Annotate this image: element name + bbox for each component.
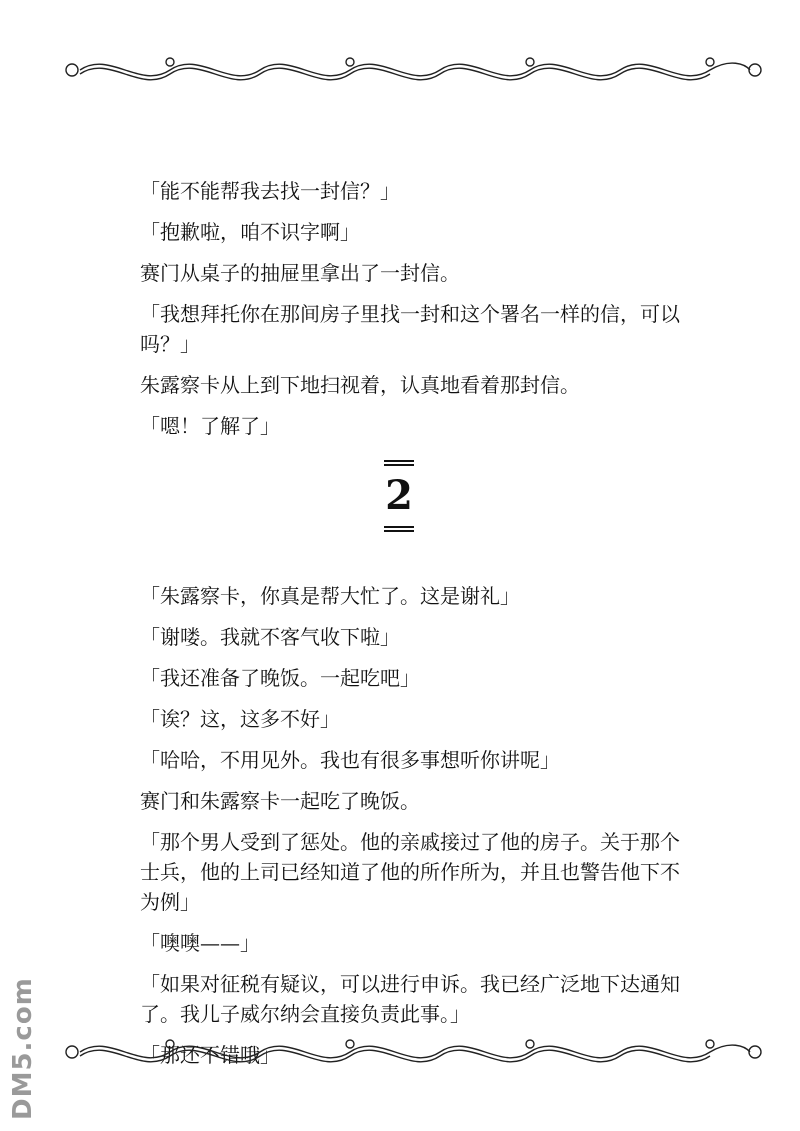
chapter-heading (384, 460, 414, 536)
paragraph: 「我想拜托你在那间房子里找一封和这个署名一样的信，可以吗？」 (140, 302, 680, 356)
paragraph: 「谢喽。我就不客气收下啦」 (140, 625, 400, 649)
story-text-top (140, 176, 680, 452)
chapter-number: 2 (385, 472, 413, 519)
paragraph: 赛门和朱露察卡一起吃了晚饭。 (140, 789, 420, 813)
paragraph: 「嗯！了解了」 (140, 414, 280, 438)
paragraph: 「那还不错哦」 (140, 1043, 280, 1067)
chapter-rule (384, 460, 414, 462)
paragraph: 赛门从桌子的抽屉里拿出了一封信。 (140, 261, 460, 285)
paragraph: 「哈哈，不用见外。我也有很多事想听你讲呢」 (140, 748, 560, 772)
chapter-rule (384, 526, 414, 528)
paragraph: 「那个男人受到了惩处。他的亲戚接过了他的房子。关于那个士兵，他的上司已经知道了他的所作所为，并且也警告他下不为例」 (140, 830, 680, 914)
paragraph: 「抱歉啦，咱不识字啊」 (140, 220, 360, 244)
chapter-rule (384, 530, 414, 532)
top-ornament-border (0, 40, 800, 100)
paragraph: 「噢噢——」 (140, 931, 260, 955)
paragraph: 「能不能帮我去找一封信？」 (140, 179, 400, 203)
paragraph: 「朱露察卡，你真是帮大忙了。这是谢礼」 (140, 584, 520, 608)
story-text-bottom (140, 581, 680, 1081)
chapter-rule (384, 464, 414, 466)
paragraph: 「如果对征税有疑议，可以进行申诉。我已经广泛地下达通知了。我儿子威尔纳会直接负责此事。」 (140, 972, 680, 1026)
paragraph: 「我还准备了晚饭。一起吃吧」 (140, 666, 420, 690)
paragraph: 「诶？这，这多不好」 (140, 707, 340, 731)
paragraph: 朱露察卡从上到下地扫视着，认真地看着那封信。 (140, 373, 580, 397)
site-watermark: DM5.com (8, 977, 38, 1120)
bottom-ornament-border (0, 1022, 800, 1082)
